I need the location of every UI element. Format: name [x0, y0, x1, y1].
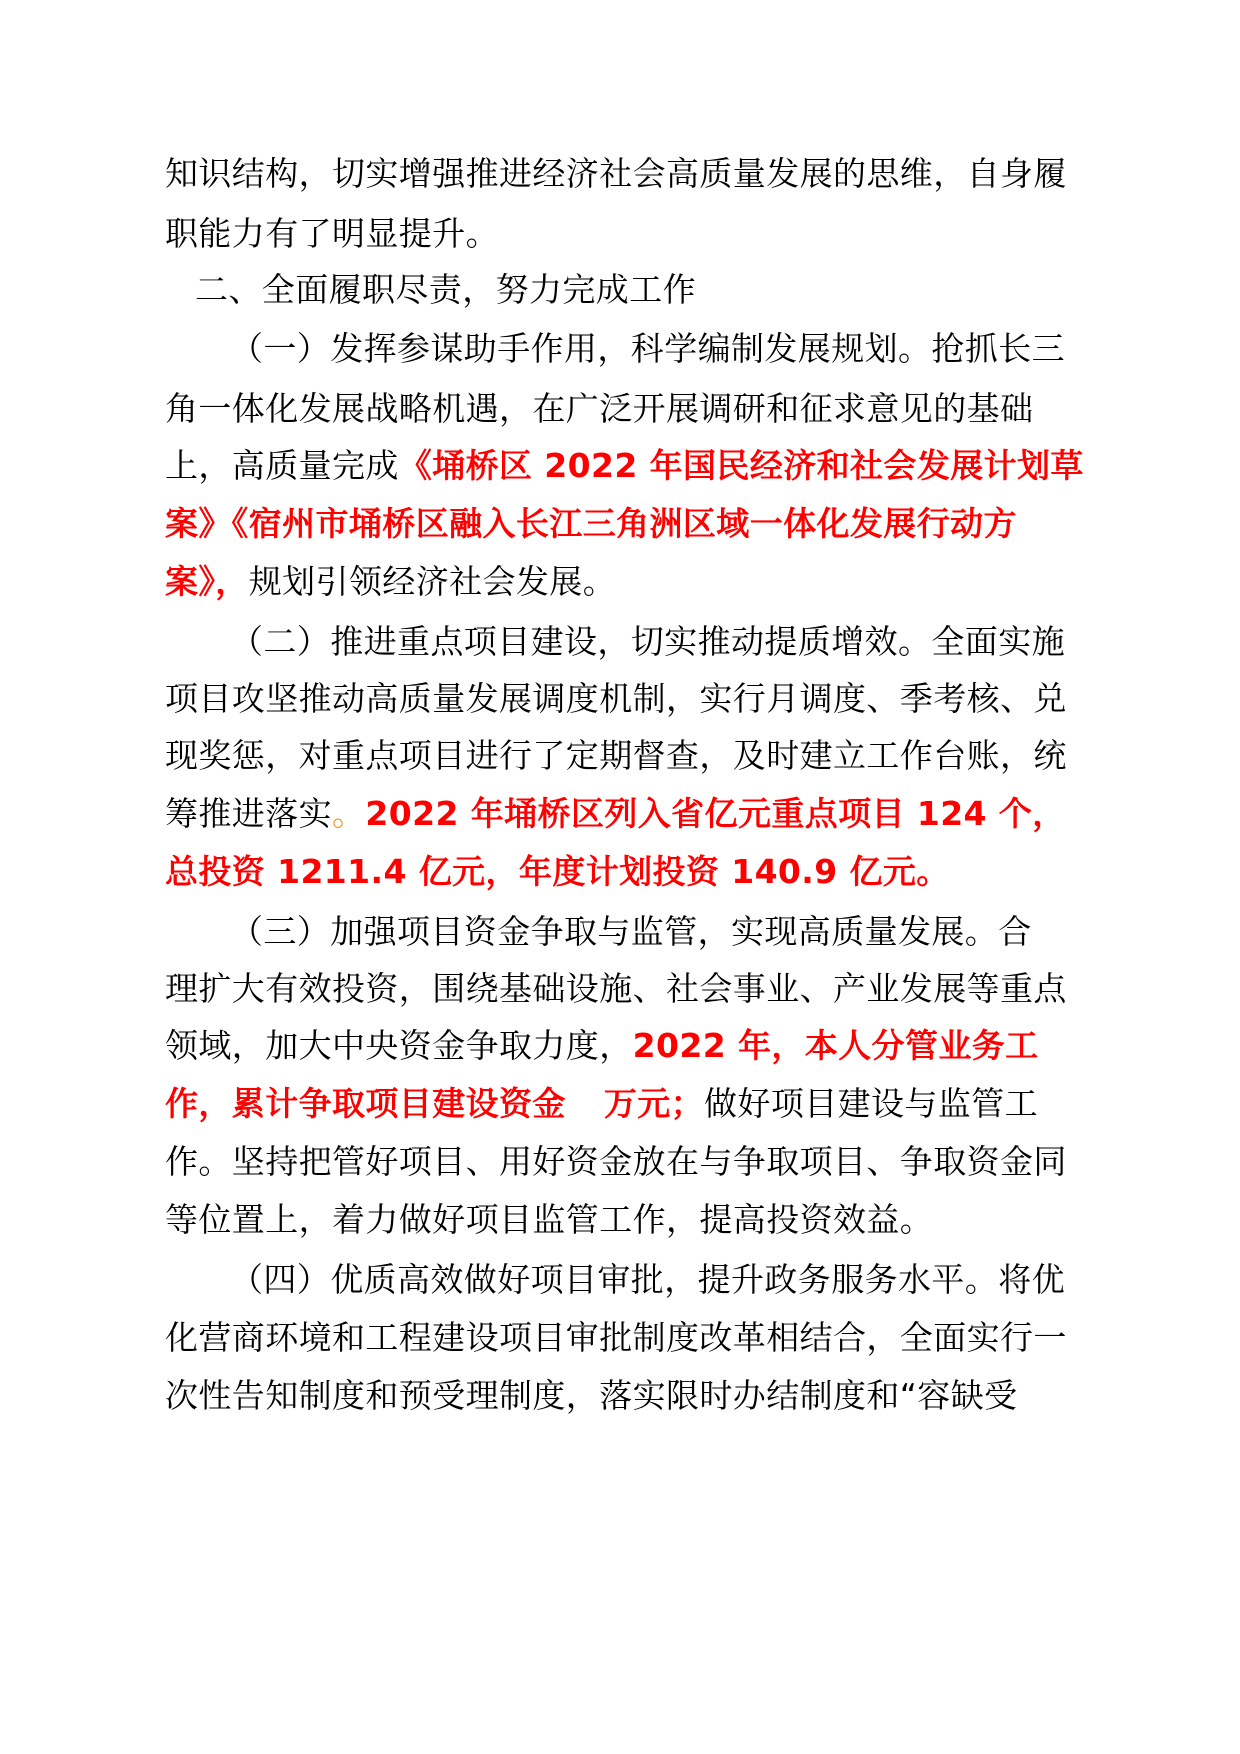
text-run: 作。坚持把管好项目、用好资金放在与争取项目、争取资金同 — [165, 1142, 1067, 1181]
highlight-text: 2022 年埇桥区列入省亿元重点项目 124 个， — [365, 794, 1066, 833]
text-run: 次性告知制度和预受理制度，落实限时办结制度和“容缺受 — [165, 1376, 1018, 1415]
highlight-text: 2022 年，本人分管业务工 — [632, 1026, 1039, 1065]
text-run: 等位置上，着力做好项目监管工作，提高投资效益。 — [165, 1200, 934, 1239]
paragraph-line — [230, 908, 1150, 956]
paragraph-line — [165, 848, 1085, 896]
heading-text: 二、全面履职尽责，努力完成工作 — [195, 270, 696, 309]
text-run: 理扩大有效投资，围绕基础设施、社会事业、产业发展等重点 — [165, 969, 1067, 1008]
paragraph-line — [165, 442, 1085, 490]
paragraph-line — [230, 325, 1150, 373]
text-run: 做好项目建设与监管工 — [704, 1084, 1039, 1123]
accent-period: 。 — [332, 794, 366, 833]
text-run: 规划引领经济社会发展。 — [248, 562, 617, 601]
paragraph-line — [165, 1080, 1085, 1128]
highlight-text: 万元； — [603, 1084, 705, 1123]
text-run: 角一体化发展战略机遇，在广泛开展调研和征求意见的基础 — [165, 389, 1034, 428]
text-run: 上，高质量完成 — [165, 446, 399, 485]
paragraph-line — [230, 1256, 1150, 1304]
paragraph-line — [165, 1372, 1085, 1420]
text-run: 现奖惩，对重点项目进行了定期督查，及时建立工作台账，统 — [165, 736, 1067, 775]
paragraph-line — [165, 558, 1085, 606]
highlight-text: 案》， — [165, 562, 249, 601]
paragraph-line — [165, 1138, 1085, 1186]
highlight-text: 案》《宿州市埇桥区融入长江三角洲区域一体化发展行动方 — [165, 504, 1017, 543]
paragraph-line — [165, 1314, 1085, 1362]
text-run: 项目攻坚推动高质量发展调度机制，实行月调度、季考核、兑 — [165, 679, 1067, 718]
highlight-text: 总投资 1211.4 亿元，年度计划投资 140.9 亿元。 — [165, 852, 950, 891]
text-run: （二）推进重点项目建设，切实推动提质增效。全面实施 — [230, 622, 1065, 661]
highlight-text: 作，累计争取项目建设资金 — [165, 1084, 566, 1123]
paragraph-line — [165, 210, 1085, 258]
paragraph-line — [165, 965, 1085, 1013]
paragraph-line — [165, 1196, 1085, 1244]
text-run: （四）优质高效做好项目审批，提升政务服务水平。将优 — [230, 1260, 1065, 1299]
text-run: 化营商环境和工程建设项目审批制度改革相结合，全面实行一 — [165, 1318, 1067, 1357]
paragraph-line — [165, 500, 1085, 548]
text-run: （一）发挥参谋助手作用，科学编制发展规划。抢抓长三 — [230, 329, 1065, 368]
text-run: 筹推进落实 — [165, 794, 332, 833]
text-run: 职能力有了明显提升。 — [165, 214, 499, 253]
paragraph-line — [165, 1022, 1085, 1070]
paragraph-line — [165, 150, 1085, 198]
text-run: 知识结构，切实增强推进经济社会高质量发展的思维，自身履 — [165, 154, 1067, 193]
text-run: 领域，加大中央资金争取力度， — [165, 1026, 633, 1065]
highlight-text: 《埇桥区 2022 年国民经济和社会发展计划草 — [398, 446, 1084, 485]
paragraph-line — [165, 790, 1085, 838]
text-run: （三）加强项目资金争取与监管，实现高质量发展。合 — [230, 912, 1032, 951]
section-heading — [195, 266, 1115, 314]
paragraph-line — [230, 618, 1150, 666]
paragraph-line — [165, 385, 1085, 433]
paragraph-line — [165, 675, 1085, 723]
paragraph-line — [165, 732, 1085, 780]
